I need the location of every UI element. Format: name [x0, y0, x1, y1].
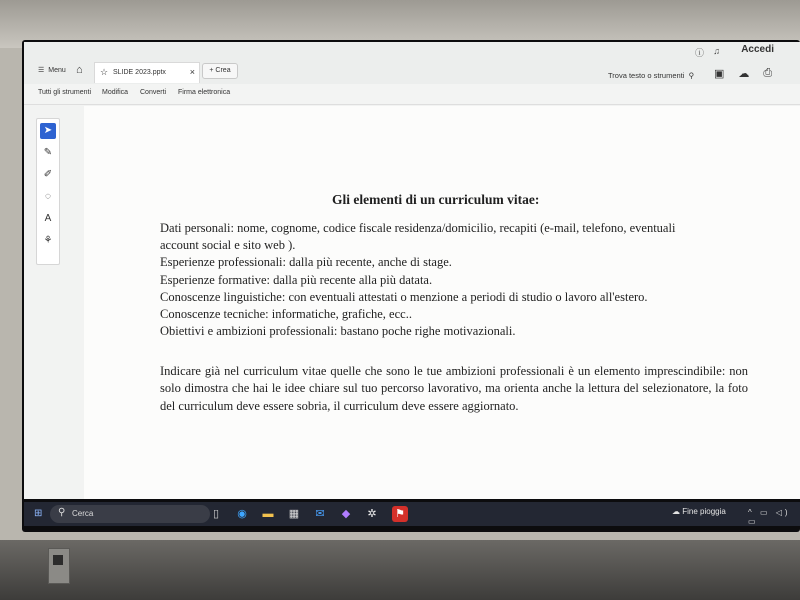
weather-label: Fine pioggia: [682, 507, 726, 516]
select-tool-icon[interactable]: ➤: [40, 123, 56, 139]
bullet-line: Esperienze formative: dalla più recente alla più datata.: [160, 272, 433, 287]
bell-icon[interactable]: ♫: [713, 46, 720, 56]
sign-in-link[interactable]: Accedi: [741, 44, 774, 55]
help-icon[interactable]: ⓘ: [694, 48, 704, 58]
edge-browser-icon[interactable]: ◉: [237, 508, 247, 520]
create-button[interactable]: [202, 63, 238, 79]
acrobat-icon[interactable]: ⚑: [392, 506, 408, 522]
search-icon: ⚲: [58, 507, 66, 518]
title-bar: [24, 42, 800, 60]
draw-tool-icon[interactable]: ✐: [43, 169, 53, 180]
search-icon: ⚲: [686, 71, 695, 80]
wall-device: [48, 548, 70, 584]
bullet-line: account social e sito web ).: [160, 238, 296, 253]
upload-icon[interactable]: ☁: [738, 68, 750, 80]
windows-start-icon[interactable]: ⊞: [34, 508, 43, 519]
menu-convert[interactable]: Converti: [140, 89, 167, 96]
body-paragraph: Indicare già nel curriculum vitae quelle che sono le tue ambizioni professionali è un elemento imprescindibile: non solo dimostra che hai le idee chiare sul tuo percorso lavorativo, ma orienta anche la lettura del selezionatore, la foto del curriculum deve essere sobria, il curriculum deve essere aggiornato.: [160, 364, 748, 413]
stamp-tool-icon[interactable]: ⚘: [43, 235, 53, 246]
bullet-line: Conoscenze tecniche: informatiche, grafiche, ecc..: [160, 307, 412, 322]
find-tools-input[interactable]: [608, 71, 694, 80]
slide-title: Gli elementi di un curriculum vitae:: [332, 192, 540, 207]
comment-tool-icon[interactable]: ✎: [43, 147, 53, 158]
quick-tools: [714, 67, 772, 80]
file-explorer-icon[interactable]: ▬: [262, 508, 274, 520]
lasso-tool-icon[interactable]: ◌: [45, 191, 51, 202]
hamburger-icon: ☰: [38, 67, 45, 74]
system-tray[interactable]: ^ ▭ ◁) ▭: [748, 508, 791, 526]
mail-icon[interactable]: ✉: [315, 508, 325, 520]
find-tools-label: Trova testo o strumenti: [608, 71, 685, 80]
home-icon[interactable]: ⌂: [76, 64, 83, 76]
tab-document-name: SLIDE 2023.pptx: [113, 69, 166, 76]
bullet-list: [160, 220, 760, 340]
star-icon[interactable]: ☆: [100, 67, 109, 77]
close-tab-icon[interactable]: ×: [189, 67, 195, 77]
plus-icon: +: [209, 67, 214, 74]
tab-document[interactable]: [94, 62, 200, 83]
settings-icon[interactable]: ✲: [367, 508, 377, 520]
store-icon[interactable]: ▦: [288, 508, 300, 520]
tab-bar: [24, 60, 800, 84]
pdf-viewer-window: [24, 42, 800, 499]
menu-button[interactable]: [38, 66, 66, 74]
teams-icon[interactable]: ◆: [341, 508, 351, 520]
bullet-line: Esperienze professionali: dalla più recente, anche di stage.: [160, 255, 452, 270]
room-floor: [0, 540, 800, 600]
bullet-line: Conoscenze linguistiche: con eventuali attestati o menzione a periodi di studio o lavoro all'estero.: [160, 289, 648, 304]
create-label: Crea: [215, 67, 231, 74]
projector-screen: [22, 40, 800, 532]
weather-widget[interactable]: [672, 507, 726, 516]
bullet-line: Obiettivi e ambizioni professionali: bastano poche righe motivazionali.: [160, 324, 516, 339]
save-icon[interactable]: ▣: [714, 68, 725, 80]
menu-e-sign[interactable]: Firma elettronica: [178, 89, 231, 96]
tools-menu-bar: [24, 84, 800, 105]
menu-all-tools[interactable]: Tutti gli strumenti: [38, 89, 92, 96]
quick-tools-rail: [36, 118, 60, 265]
document-page: [84, 106, 800, 499]
device-slot: [53, 555, 63, 565]
menu-label: Menu: [48, 66, 66, 74]
menu-edit[interactable]: Modifica: [102, 89, 129, 96]
taskbar-search[interactable]: [50, 505, 210, 523]
cloud-rain-icon: ☁: [672, 507, 683, 516]
print-icon[interactable]: ⎙: [763, 67, 773, 79]
text-box-tool-icon[interactable]: A: [44, 213, 52, 224]
bullet-line: Dati personali: nome, cognome, codice fiscale residenza/domicilio, recapiti (e-mail, telefono, eventuali: [160, 221, 676, 235]
taskbar-search-label: Cerca: [72, 509, 94, 518]
taskbar: [24, 502, 800, 526]
task-view-icon[interactable]: ▯: [212, 508, 220, 520]
